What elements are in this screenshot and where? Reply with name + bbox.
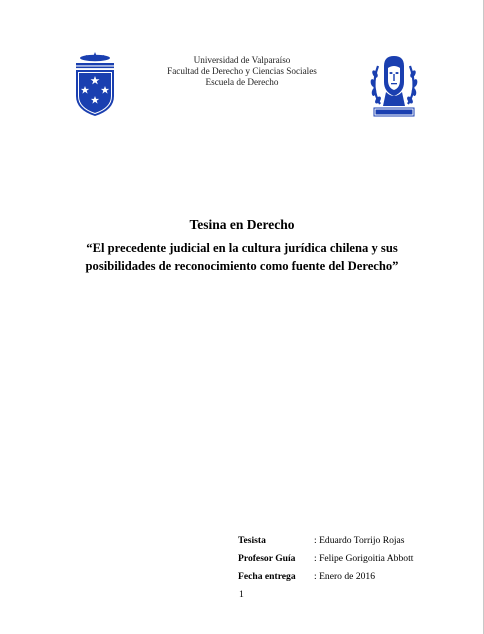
faculty-seal-icon xyxy=(368,52,420,120)
university-name: Universidad de Valparaíso xyxy=(193,55,291,65)
school-name: Escuela de Derecho xyxy=(205,77,279,88)
document-title xyxy=(40,239,444,275)
faculty-name: Facultad de Derecho y Ciencias Sociales xyxy=(167,66,317,77)
info-value: : Enero de 2016 xyxy=(314,570,376,582)
info-row-date xyxy=(238,567,413,585)
info-value: : Felipe Gorigoitia Abbott xyxy=(314,552,414,564)
document-title-line: “El precedente judicial en la cultura jurídica chilena y sus xyxy=(86,241,398,255)
university-crest-icon xyxy=(72,52,118,118)
institution-header xyxy=(120,55,364,89)
document-type: Tesina en Derecho xyxy=(189,217,295,232)
info-label: Profesor Guía xyxy=(238,552,296,564)
document-title-line: posibilidades de reconocimiento como fuente del Derecho” xyxy=(85,259,399,273)
info-label: Fecha entrega xyxy=(238,570,296,582)
page-number: 1 xyxy=(239,589,244,600)
info-label: Tesista xyxy=(238,534,266,546)
info-row-author xyxy=(238,531,413,549)
info-row-advisor xyxy=(238,549,413,567)
thesis-info xyxy=(238,531,413,585)
info-value: : Eduardo Torrijo Rojas xyxy=(314,534,405,546)
